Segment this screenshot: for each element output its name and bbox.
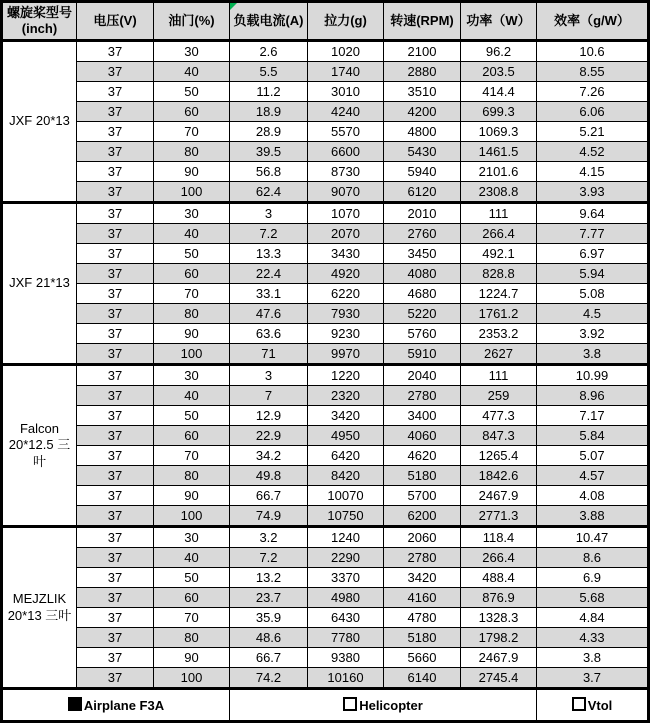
table-row (2, 62, 649, 82)
footer-option-airplane-f3a (2, 689, 230, 722)
vtol-checkbox[interactable] (572, 697, 586, 711)
airplane-f3a-label: Airplane F3A (83, 698, 165, 713)
data-cell: 50 (154, 406, 230, 426)
data-cell: 3420 (308, 406, 384, 426)
data-cell: 90 (154, 486, 230, 506)
data-cell: 3370 (308, 568, 384, 588)
data-cell: 5.84 (537, 426, 649, 446)
data-cell: 37 (77, 224, 154, 244)
data-cell: 6.97 (537, 244, 649, 264)
data-cell: 80 (154, 628, 230, 648)
data-cell: 1069.3 (461, 122, 537, 142)
data-cell: 37 (77, 284, 154, 304)
table-row (2, 162, 649, 182)
data-cell: 6600 (308, 142, 384, 162)
data-cell: 2780 (384, 386, 461, 406)
table-row (2, 668, 649, 689)
data-cell: 5180 (384, 628, 461, 648)
data-cell: 35.9 (230, 608, 308, 628)
data-cell: 3.8 (537, 648, 649, 668)
header-load-current (230, 2, 308, 41)
table-row (2, 224, 649, 244)
data-cell: 9070 (308, 182, 384, 203)
data-cell: 37 (77, 62, 154, 82)
data-cell: 37 (77, 41, 154, 62)
data-cell: 37 (77, 324, 154, 344)
data-cell: 30 (154, 527, 230, 548)
data-cell: 23.7 (230, 588, 308, 608)
data-cell: 4.33 (537, 628, 649, 648)
data-cell: 2467.9 (461, 486, 537, 506)
table-row (2, 122, 649, 142)
data-cell: 5430 (384, 142, 461, 162)
table-row (2, 304, 649, 324)
data-cell: 13.3 (230, 244, 308, 264)
data-cell: 488.4 (461, 568, 537, 588)
data-cell: 6220 (308, 284, 384, 304)
data-cell: 66.7 (230, 648, 308, 668)
table-row (2, 41, 649, 62)
data-cell: 266.4 (461, 224, 537, 244)
data-cell: 37 (77, 142, 154, 162)
data-cell: 1798.2 (461, 628, 537, 648)
data-cell: 2320 (308, 386, 384, 406)
data-cell: 2880 (384, 62, 461, 82)
data-cell: 37 (77, 466, 154, 486)
data-cell: 37 (77, 365, 154, 386)
data-cell: 6.06 (537, 102, 649, 122)
data-cell: 4240 (308, 102, 384, 122)
data-cell: 100 (154, 506, 230, 527)
table-row (2, 628, 649, 648)
data-cell: 37 (77, 668, 154, 689)
table-row (2, 244, 649, 264)
data-cell: 4620 (384, 446, 461, 466)
data-cell: 3.8 (537, 344, 649, 365)
table-row (2, 82, 649, 102)
data-cell: 80 (154, 304, 230, 324)
data-cell: 70 (154, 608, 230, 628)
data-cell: 203.5 (461, 62, 537, 82)
propeller-model-label: MEJZLIK 20*13 三叶 (2, 527, 77, 689)
data-cell: 37 (77, 548, 154, 568)
data-cell: 3450 (384, 244, 461, 264)
data-cell: 4800 (384, 122, 461, 142)
data-cell: 1020 (308, 41, 384, 62)
data-cell: 2780 (384, 548, 461, 568)
data-cell: 80 (154, 466, 230, 486)
data-cell: 50 (154, 82, 230, 102)
header-propeller-model: 螺旋桨型号 (inch) (2, 2, 77, 41)
data-cell: 6120 (384, 182, 461, 203)
data-cell: 50 (154, 244, 230, 264)
table-row (2, 568, 649, 588)
data-cell: 4.52 (537, 142, 649, 162)
table-row (2, 486, 649, 506)
data-cell: 9230 (308, 324, 384, 344)
data-cell: 13.2 (230, 568, 308, 588)
data-cell: 49.8 (230, 466, 308, 486)
table-row (2, 142, 649, 162)
data-cell: 37 (77, 203, 154, 224)
data-cell: 60 (154, 426, 230, 446)
data-cell: 4980 (308, 588, 384, 608)
data-cell: 3.2 (230, 527, 308, 548)
data-cell: 8730 (308, 162, 384, 182)
helicopter-checkbox[interactable] (343, 697, 357, 711)
data-cell: 5570 (308, 122, 384, 142)
table-row (2, 203, 649, 224)
data-cell: 37 (77, 244, 154, 264)
data-cell: 699.3 (461, 102, 537, 122)
data-cell: 5760 (384, 324, 461, 344)
data-cell: 90 (154, 648, 230, 668)
table-row (2, 344, 649, 365)
data-cell: 7.77 (537, 224, 649, 244)
data-cell: 8.96 (537, 386, 649, 406)
data-cell: 37 (77, 182, 154, 203)
data-cell: 40 (154, 386, 230, 406)
data-cell: 2308.8 (461, 182, 537, 203)
data-cell: 4780 (384, 608, 461, 628)
data-cell: 50 (154, 568, 230, 588)
data-cell: 2010 (384, 203, 461, 224)
data-cell: 1461.5 (461, 142, 537, 162)
propeller-model-label: Falcon 20*12.5 三叶 (2, 365, 77, 527)
propeller-model-label: JXF 21*13 (2, 203, 77, 365)
data-cell: 1240 (308, 527, 384, 548)
data-cell: 33.1 (230, 284, 308, 304)
data-cell: 37 (77, 426, 154, 446)
data-cell: 876.9 (461, 588, 537, 608)
data-cell: 100 (154, 344, 230, 365)
data-cell: 1224.7 (461, 284, 537, 304)
data-cell: 5180 (384, 466, 461, 486)
data-cell: 847.3 (461, 426, 537, 446)
propeller-model-label: JXF 20*13 (2, 41, 77, 203)
helicopter-label: Helicopter (359, 698, 423, 713)
data-cell: 37 (77, 264, 154, 284)
data-cell: 90 (154, 162, 230, 182)
data-cell: 7930 (308, 304, 384, 324)
header-efficiency: 效率（g/W） (537, 2, 649, 41)
data-cell: 111 (461, 365, 537, 386)
table-row (2, 588, 649, 608)
data-cell: 10.6 (537, 41, 649, 62)
data-cell: 37 (77, 628, 154, 648)
data-cell: 111 (461, 203, 537, 224)
data-cell: 477.3 (461, 406, 537, 426)
data-cell: 2060 (384, 527, 461, 548)
data-cell: 37 (77, 568, 154, 588)
data-cell: 18.9 (230, 102, 308, 122)
data-cell: 28.9 (230, 122, 308, 142)
data-cell: 3010 (308, 82, 384, 102)
data-cell: 414.4 (461, 82, 537, 102)
data-cell: 3.7 (537, 668, 649, 689)
data-cell: 5700 (384, 486, 461, 506)
data-cell: 37 (77, 162, 154, 182)
data-cell: 37 (77, 648, 154, 668)
data-cell: 62.4 (230, 182, 308, 203)
data-cell: 40 (154, 224, 230, 244)
data-cell: 10070 (308, 486, 384, 506)
data-cell: 4060 (384, 426, 461, 446)
data-cell: 6.9 (537, 568, 649, 588)
data-cell: 6430 (308, 608, 384, 628)
data-cell: 266.4 (461, 548, 537, 568)
data-cell: 828.8 (461, 264, 537, 284)
data-cell: 2040 (384, 365, 461, 386)
table-row (2, 182, 649, 203)
data-cell: 70 (154, 284, 230, 304)
data-cell: 6140 (384, 668, 461, 689)
data-cell: 7.26 (537, 82, 649, 102)
data-cell: 6420 (308, 446, 384, 466)
data-cell: 2745.4 (461, 668, 537, 689)
data-cell: 60 (154, 588, 230, 608)
data-cell: 8.55 (537, 62, 649, 82)
data-cell: 37 (77, 486, 154, 506)
data-cell: 259 (461, 386, 537, 406)
data-cell: 63.6 (230, 324, 308, 344)
data-cell: 37 (77, 122, 154, 142)
data-cell: 492.1 (461, 244, 537, 264)
data-cell: 9380 (308, 648, 384, 668)
data-cell: 4080 (384, 264, 461, 284)
data-cell: 3400 (384, 406, 461, 426)
data-cell: 8420 (308, 466, 384, 486)
data-cell: 3430 (308, 244, 384, 264)
data-cell: 2627 (461, 344, 537, 365)
data-cell: 37 (77, 588, 154, 608)
data-cell: 2.6 (230, 41, 308, 62)
data-cell: 48.6 (230, 628, 308, 648)
data-cell: 2467.9 (461, 648, 537, 668)
data-cell: 2100 (384, 41, 461, 62)
airplane-f3a-checkbox[interactable] (68, 697, 82, 711)
data-cell: 4160 (384, 588, 461, 608)
data-cell: 71 (230, 344, 308, 365)
data-cell: 30 (154, 365, 230, 386)
data-cell: 12.9 (230, 406, 308, 426)
data-cell: 11.2 (230, 82, 308, 102)
header-rpm: 转速(RPM) (384, 2, 461, 41)
table-row (2, 548, 649, 568)
data-cell: 3.93 (537, 182, 649, 203)
header-row (2, 2, 649, 41)
data-cell: 4200 (384, 102, 461, 122)
data-cell: 60 (154, 264, 230, 284)
data-cell: 3420 (384, 568, 461, 588)
data-cell: 4.84 (537, 608, 649, 628)
footer-option-vtol (537, 689, 649, 722)
data-cell: 1265.4 (461, 446, 537, 466)
header-load-current-label: 负载电流(A) (233, 13, 304, 29)
data-cell: 10750 (308, 506, 384, 527)
data-cell: 4680 (384, 284, 461, 304)
table-header (2, 2, 649, 41)
data-cell: 4.57 (537, 466, 649, 486)
table-row (2, 284, 649, 304)
data-cell: 70 (154, 122, 230, 142)
data-cell: 2771.3 (461, 506, 537, 527)
data-cell: 4.5 (537, 304, 649, 324)
table-row (2, 365, 649, 386)
data-cell: 74.2 (230, 668, 308, 689)
table-row (2, 466, 649, 486)
data-cell: 4950 (308, 426, 384, 446)
data-cell: 2353.2 (461, 324, 537, 344)
data-cell: 10.47 (537, 527, 649, 548)
data-cell: 8.6 (537, 548, 649, 568)
table-body (2, 41, 649, 689)
data-cell: 100 (154, 668, 230, 689)
data-cell: 5.21 (537, 122, 649, 142)
data-cell: 118.4 (461, 527, 537, 548)
data-cell: 34.2 (230, 446, 308, 466)
data-cell: 3.88 (537, 506, 649, 527)
table-row (2, 264, 649, 284)
data-cell: 37 (77, 102, 154, 122)
footer-row (2, 689, 649, 722)
data-cell: 10.99 (537, 365, 649, 386)
data-cell: 5.68 (537, 588, 649, 608)
data-cell: 74.9 (230, 506, 308, 527)
data-cell: 2070 (308, 224, 384, 244)
data-cell: 37 (77, 344, 154, 365)
header-power: 功率（W） (461, 2, 537, 41)
table-row (2, 506, 649, 527)
data-cell: 37 (77, 386, 154, 406)
data-cell: 7.2 (230, 548, 308, 568)
data-cell: 22.9 (230, 426, 308, 446)
data-cell: 3 (230, 365, 308, 386)
data-cell: 70 (154, 446, 230, 466)
data-cell: 7 (230, 386, 308, 406)
header-voltage: 电压(V) (77, 2, 154, 41)
data-cell: 37 (77, 446, 154, 466)
data-cell: 37 (77, 82, 154, 102)
data-cell: 2760 (384, 224, 461, 244)
data-cell: 22.4 (230, 264, 308, 284)
data-cell: 100 (154, 182, 230, 203)
data-cell: 40 (154, 62, 230, 82)
data-cell: 2101.6 (461, 162, 537, 182)
header-thrust: 拉力(g) (308, 2, 384, 41)
data-cell: 1220 (308, 365, 384, 386)
data-cell: 37 (77, 527, 154, 548)
data-cell: 1328.3 (461, 608, 537, 628)
data-cell: 60 (154, 102, 230, 122)
data-cell: 10160 (308, 668, 384, 689)
data-cell: 5660 (384, 648, 461, 668)
table-row (2, 446, 649, 466)
vtol-label: Vtol (587, 698, 613, 713)
data-cell: 7.17 (537, 406, 649, 426)
table-row (2, 648, 649, 668)
data-cell: 5.07 (537, 446, 649, 466)
data-cell: 37 (77, 304, 154, 324)
data-cell: 90 (154, 324, 230, 344)
table-row (2, 426, 649, 446)
data-cell: 5910 (384, 344, 461, 365)
data-cell: 1761.2 (461, 304, 537, 324)
data-cell: 4920 (308, 264, 384, 284)
data-cell: 47.6 (230, 304, 308, 324)
data-cell: 1740 (308, 62, 384, 82)
data-cell: 5.5 (230, 62, 308, 82)
table-row (2, 386, 649, 406)
header-throttle: 油门(%) (154, 2, 230, 41)
table-footer (2, 689, 649, 722)
data-cell: 4.08 (537, 486, 649, 506)
data-cell: 3510 (384, 82, 461, 102)
data-cell: 3.92 (537, 324, 649, 344)
data-cell: 1842.6 (461, 466, 537, 486)
data-cell: 5220 (384, 304, 461, 324)
data-cell: 2290 (308, 548, 384, 568)
data-cell: 80 (154, 142, 230, 162)
data-cell: 30 (154, 41, 230, 62)
data-cell: 7.2 (230, 224, 308, 244)
table-row (2, 406, 649, 426)
data-cell: 56.8 (230, 162, 308, 182)
data-cell: 6200 (384, 506, 461, 527)
table-row (2, 527, 649, 548)
data-cell: 7780 (308, 628, 384, 648)
table-row (2, 324, 649, 344)
data-cell: 30 (154, 203, 230, 224)
data-cell: 3 (230, 203, 308, 224)
data-cell: 39.5 (230, 142, 308, 162)
footer-option-helicopter (230, 689, 537, 722)
data-cell: 66.7 (230, 486, 308, 506)
data-cell: 37 (77, 608, 154, 628)
green-flag-icon (230, 3, 237, 10)
table-row (2, 102, 649, 122)
data-cell: 9970 (308, 344, 384, 365)
data-cell: 37 (77, 506, 154, 527)
data-cell: 9.64 (537, 203, 649, 224)
data-cell: 4.15 (537, 162, 649, 182)
table-row (2, 608, 649, 628)
data-cell: 37 (77, 406, 154, 426)
data-cell: 96.2 (461, 41, 537, 62)
data-cell: 5940 (384, 162, 461, 182)
data-cell: 5.94 (537, 264, 649, 284)
data-cell: 1070 (308, 203, 384, 224)
data-cell: 5.08 (537, 284, 649, 304)
data-cell: 40 (154, 548, 230, 568)
